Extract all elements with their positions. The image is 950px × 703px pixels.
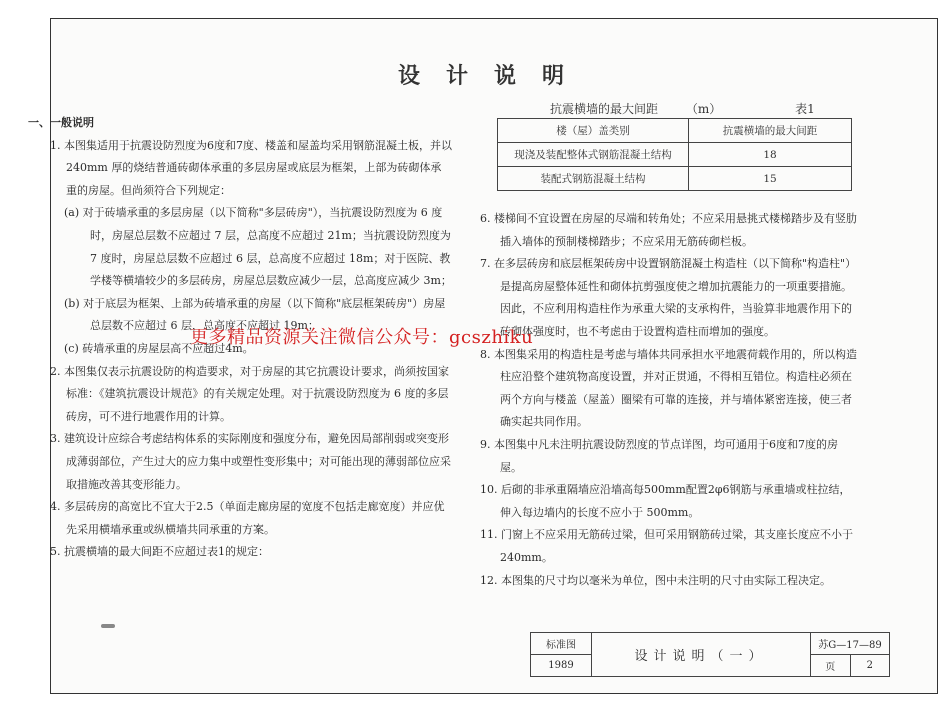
note-item-1: 1. 本图集适用于抗震设防烈度为6度和7度、楼盖和屋盖均采用钢筋混凝土板，并以 240mm 厚的烧结普通砖砌体承重的多层房屋或底层为框架，上部为砖砌体承重的房屋。但尚须符合下列规定： [50,138,452,197]
note-item-7: 7. 在多层砖房和底层框架砖房中设置钢筋混凝土构造柱（以下简称"构造柱"）是提高房屋整体延性和砌体抗剪强度使之增加抗震能力的一项重要措施。因此，不应利用构造柱作为承重大梁的支承构件，当验算非地震作用下的砖砌体强度时，也不考虑由于设置构造柱而增加的强度。 [480,257,857,338]
title-block-page-label: 页 [811,655,851,677]
table-cell: 15 [689,167,852,191]
ink-mark [101,624,115,628]
table-cell: 现浇及装配整体式钢筋混凝土结构 [498,143,689,167]
note-item-11: 11. 门窗上不应采用无筋砖过梁，但可采用钢筋砖过梁，其支座长度应不小于 240mm。 [480,528,853,564]
table-header-cell: 楼（屋）盖类别 [498,119,689,143]
title-block-code: 苏G—17—89 [811,633,890,655]
watermark-text: 更多精品资源关注微信公众号：gcszhiku [190,327,534,348]
title-block [530,632,890,677]
note-item-2: 2. 本图集仅表示抗震设防的构造要求，对于房屋的其它抗震设计要求，尚须按国家标准：《建筑抗震设计规范》的有关规定处理。对于抗震设防烈度为 6 度的多层砖房，可不进行地震作用的计算。 [50,364,449,423]
note-item-4: 4. 多层砖房的高宽比不宜大于2.5（单面走廊房屋的宽度不包括走廊宽度）并应优先采用横墙承重或纵横墙共同承重的方案。 [50,500,445,536]
table-row [498,167,852,191]
title-block-year: 1989 [531,655,592,677]
title-block-std-label: 标准图 [531,633,592,655]
note-sub-a: (a) 对于砖墙承重的多层房屋（以下简称"多层砖房"），当抗震设防烈度为 6 度时，房屋总层数不应超过 7 层，总高度不应超过 21m；当抗震设防烈度为 7 度时，房屋总层数不应超过 6 层，总高度不应超过 18m；对于医院、教学楼等横墙较少的多层砖房，房屋总层数应减少一层，总高度应减少 3m； [64,206,452,288]
table1-unit: （m） [685,102,722,116]
table1-caption-row [550,100,880,117]
table-header-row [498,119,852,143]
section-heading: 一、一般说明 [28,116,94,129]
title-block-sheet-title: 设计说明（一） [592,633,811,677]
note-sub-c: (c) 砖墙承重的房屋层高不应超过4m。 [64,341,254,355]
note-item-3: 3. 建筑设计应综合考虑结构体系的实际刚度和强度分布，避免因局部削弱或突变形成薄弱部位，产生过大的应力集中或塑性变形集中；对可能出现的薄弱部位应采取措施改善其变形能力。 [50,432,451,491]
note-item-10: 10. 后砌的非承重隔墙应沿墙高每500mm配置2φ6钢筋与承重墙或柱拉结，伸入每边墙内的长度不应小于 500mm。 [480,483,851,519]
page-title: 设计说明 [397,63,590,89]
right-column [480,208,858,592]
note-item-6: 6. 楼梯间不宜设置在房屋的尽端和转角处；不应采用悬挑式楼梯踏步及有竖肋插入墙体的预制楼梯踏步；不应采用无筋砖砌栏板。 [480,212,857,248]
table-cell: 装配式钢筋混凝土结构 [498,167,689,191]
note-sub-b: (b) 对于底层为框架、上部为砖墙承重的房屋（以下简称"底层框架砖房"）房屋总层数不应超过 6 层，总高度不应超过 19m； [64,296,446,333]
table-cell: 18 [689,143,852,167]
table-row [498,143,852,167]
note-item-5: 5. 抗震横墙的最大间距不应超过表1的规定： [50,545,269,559]
title-block-page-no: 2 [850,655,890,677]
table1-label: 表1 [795,102,815,116]
note-item-12: 12. 本图集的尺寸均以毫米为单位，图中未注明的尺寸由实际工程决定。 [480,573,831,587]
table1-caption: 抗震横墙的最大间距 [550,102,659,116]
table-header-cell: 抗震横墙的最大间距 [689,119,852,143]
table1 [497,118,852,191]
note-item-9: 9. 本图集中凡未注明抗震设防烈度的节点详图，均可通用于6度和7度的房屋。 [480,437,838,474]
note-item-8: 8. 本图集采用的构造柱是考虑与墙体共同承担水平地震荷载作用的，所以构造柱应沿整个建筑物高度设置，并对正贯通，不得相互错位。构造柱必须在两个方向与楼盖（屋盖）圈梁有可靠的连接，并与墙体紧密连接，使三者确实起共同作用。 [480,347,857,429]
